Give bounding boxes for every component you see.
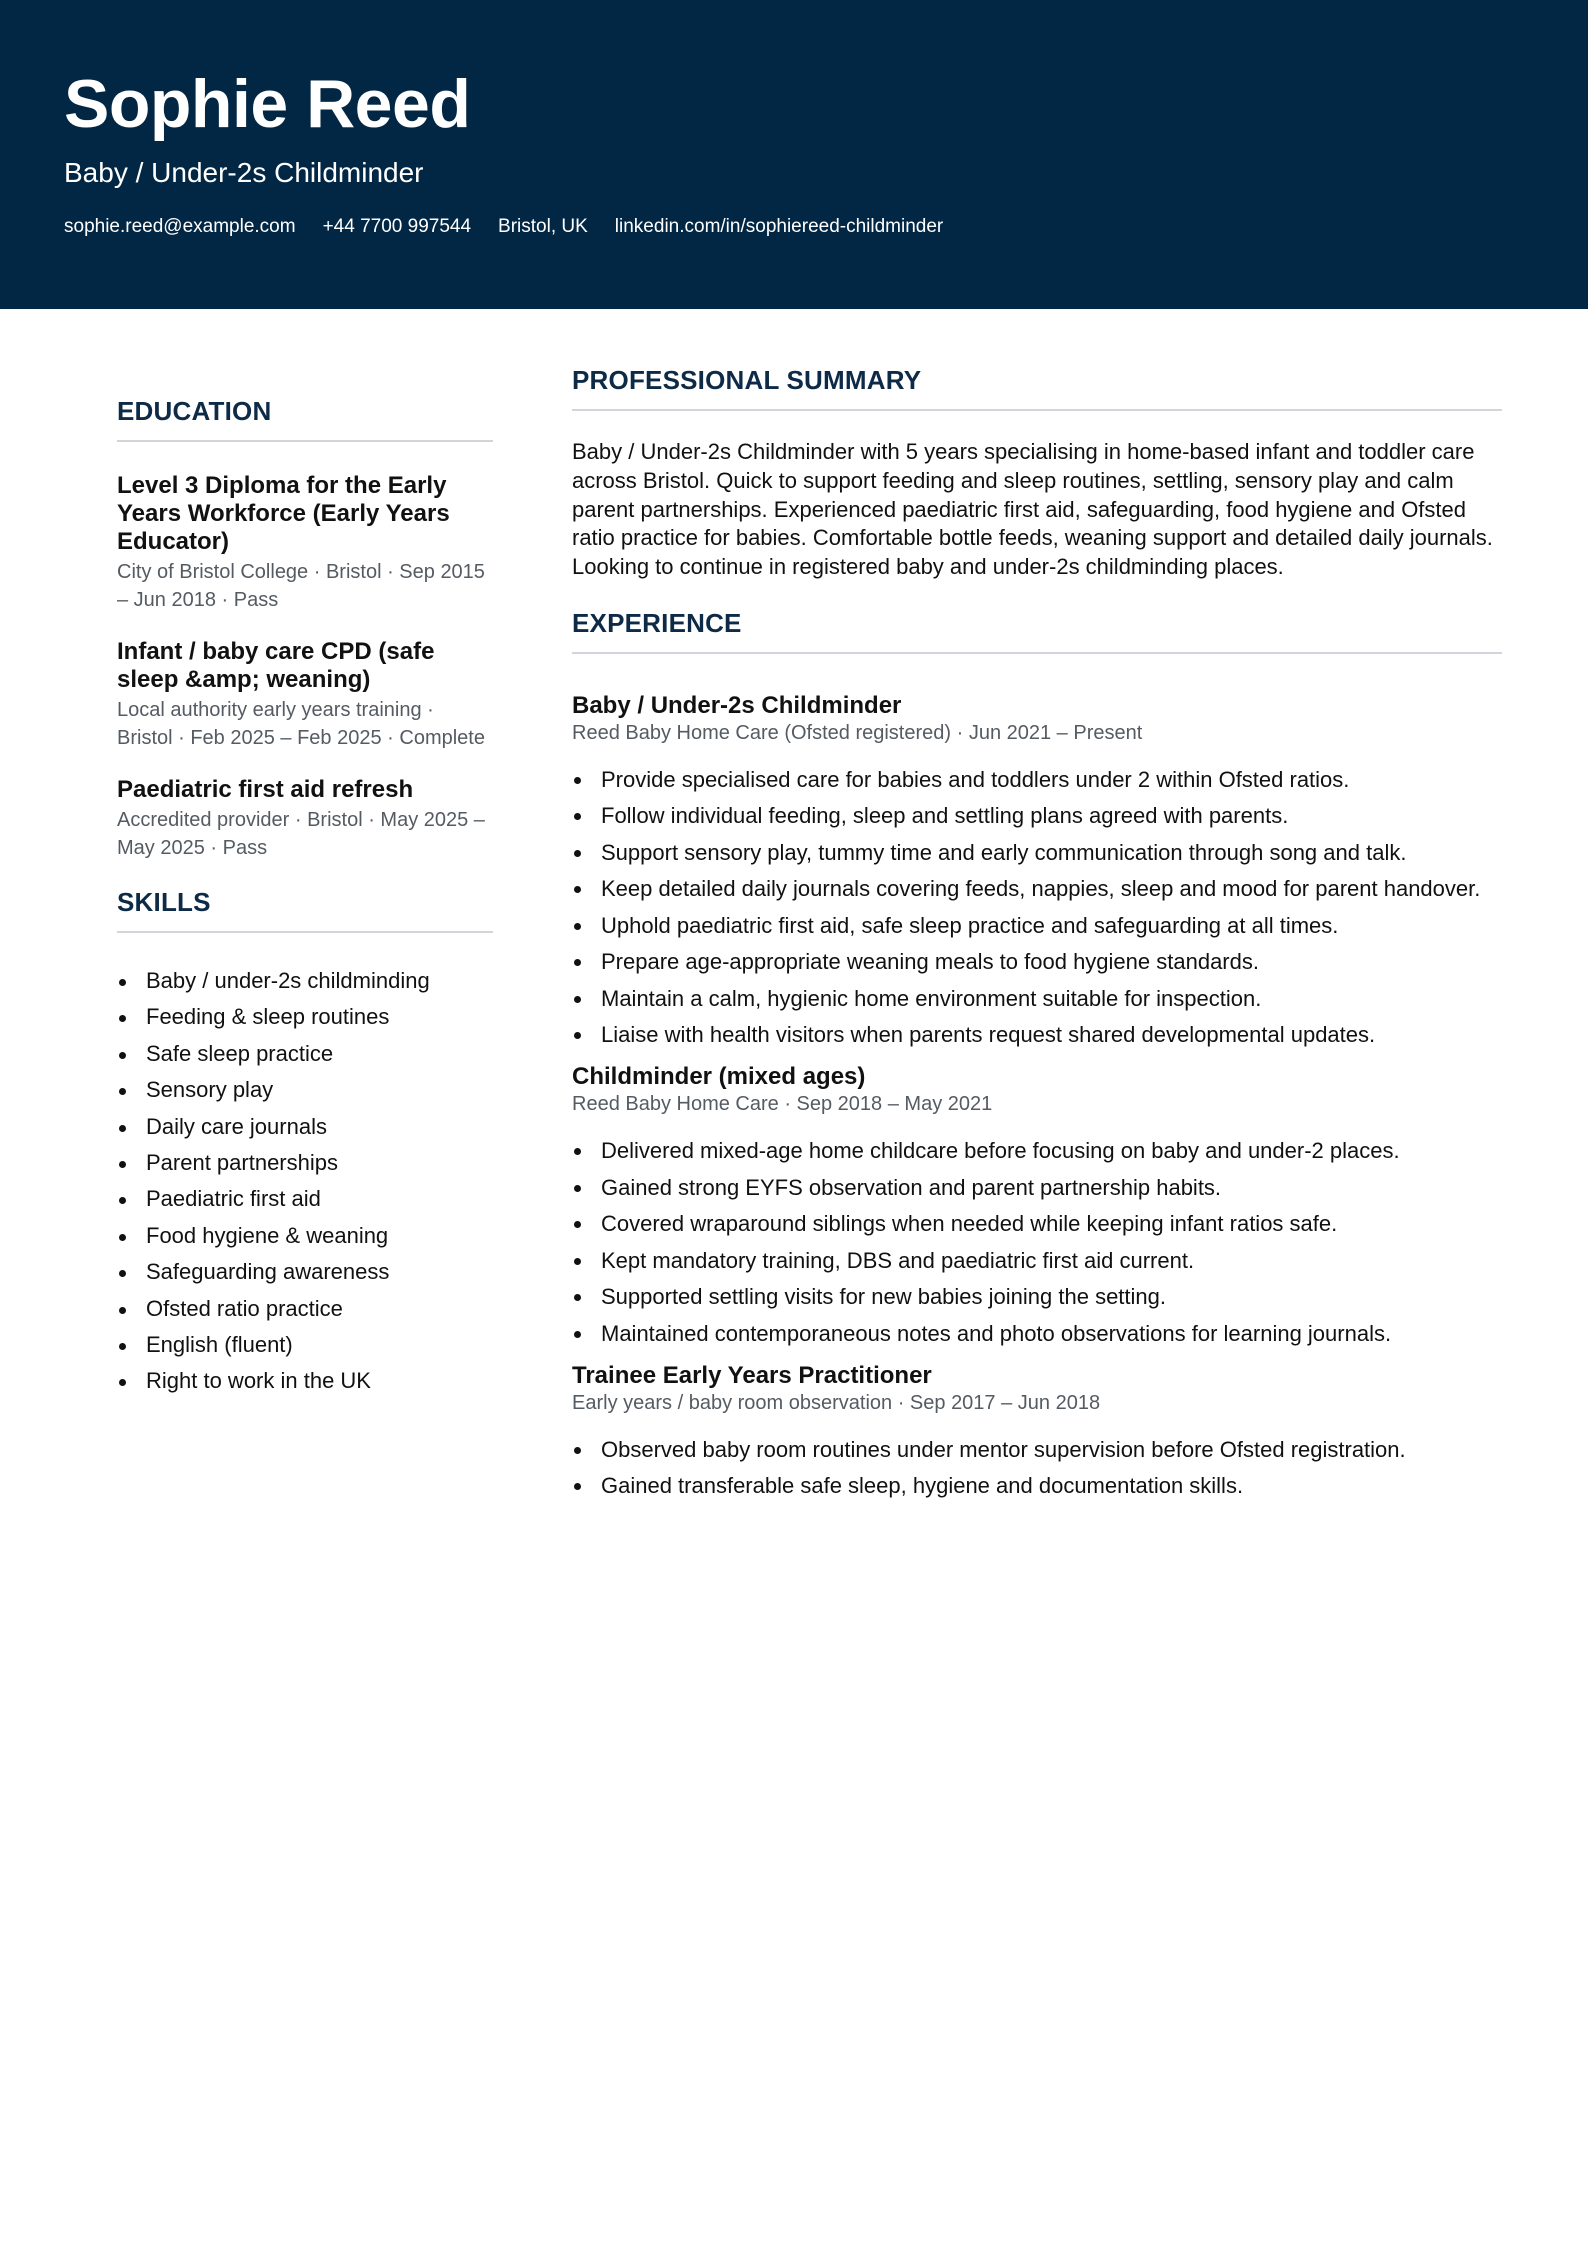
skill-item: Safeguarding awareness [117,1254,493,1290]
job-bullets [572,1435,1502,1501]
contact-email[interactable]: sophie.reed@example.com [64,216,296,237]
education-heading: EDUCATION [117,396,272,426]
education-list [117,472,493,862]
job-bullet: Follow individual feeding, sleep and settling plans agreed with parents. [572,801,1502,830]
summary-section [572,364,1502,582]
skill-item: English (fluent) [117,1327,493,1363]
job-bullet: Observed baby room routines under mentor supervision before Ofsted registration. [572,1435,1502,1464]
skill-item: Ofsted ratio practice [117,1291,493,1327]
job-bullet: Delivered mixed-age home childcare before focusing on baby and under-2 places. [572,1136,1502,1165]
resume-header [0,0,1588,309]
job-bullets [572,765,1502,1050]
candidate-name: Sophie Reed [64,66,471,142]
skill-item: Safe sleep practice [117,1036,493,1072]
skill-item: Parent partnerships [117,1145,493,1181]
candidate-title: Baby / Under-2s Childminder [64,157,424,188]
job-entry [572,1063,1502,1348]
section-divider [572,652,1502,654]
contact-line [64,215,943,239]
job-entry [572,692,1502,1050]
experience-heading: EXPERIENCE [572,607,742,638]
job-meta: Early years / baby room observation · Sep 2017 – Jun 2018 [572,1391,1101,1414]
education-meta: Local authority early years training · Bristol · Feb 2025 – Feb 2025 · Complete [117,699,485,749]
education-section [117,395,493,862]
skill-item: Paediatric first aid [117,1181,493,1217]
education-degree: Level 3 Diploma for the Early Years Workforce (Early Years Educator) [117,472,450,555]
job-meta: Reed Baby Home Care (Ofsted registered) · Jun 2021 – Present [572,721,1143,744]
job-bullet: Supported settling visits for new babies joining the setting. [572,1282,1502,1311]
job-bullet: Liaise with health visitors when parents request shared developmental updates. [572,1020,1502,1049]
section-divider [117,931,493,933]
right-column [572,364,1502,1508]
skills-list [117,963,493,1400]
job-bullet: Provide specialised care for babies and toddlers under 2 within Ofsted ratios. [572,765,1502,794]
job-entry [572,1362,1502,1501]
contact-location: Bristol, UK [498,216,588,237]
skill-item: Feeding & sleep routines [117,999,493,1035]
experience-section [572,607,1502,1501]
skill-item: Right to work in the UK [117,1363,493,1399]
skill-item: Baby / under-2s childminding [117,963,493,999]
skill-item: Sensory play [117,1072,493,1108]
summary-heading: PROFESSIONAL SUMMARY [572,365,922,395]
job-bullet: Uphold paediatric first aid, safe sleep practice and safeguarding at all times. [572,911,1502,940]
contact-phone[interactable]: +44 7700 997544 [322,216,472,237]
job-bullet: Gained transferable safe sleep, hygiene and documentation skills. [572,1471,1502,1500]
job-bullet: Maintain a calm, hygienic home environment suitable for inspection. [572,984,1502,1013]
skill-item: Daily care journals [117,1109,493,1145]
job-bullet: Maintained contemporaneous notes and photo observations for learning journals. [572,1319,1502,1348]
skills-heading: SKILLS [117,887,211,917]
left-column [117,395,493,1400]
job-title: Trainee Early Years Practitioner [572,1361,932,1389]
job-title: Baby / Under-2s Childminder [572,691,902,719]
skills-section [117,886,493,1400]
education-meta: City of Bristol College · Bristol · Sep 2015 – Jun 2018 · Pass [117,561,485,611]
skill-item: Food hygiene & weaning [117,1218,493,1254]
education-item [117,472,493,614]
contact-linkedin[interactable]: linkedin.com/in/sophiereed-childminder [614,216,944,237]
job-bullets [572,1136,1502,1348]
job-bullet: Gained strong EYFS observation and parent partnership habits. [572,1173,1502,1202]
section-divider [572,409,1502,411]
section-divider [117,440,493,442]
job-meta: Reed Baby Home Care · Sep 2018 – May 2021 [572,1093,993,1116]
job-bullet: Kept mandatory training, DBS and paediatric first aid current. [572,1246,1502,1275]
education-degree: Infant / baby care CPD (safe sleep &amp; weaning) [117,638,435,693]
job-title: Childminder (mixed ages) [572,1063,866,1091]
education-degree: Paediatric first aid refresh [117,776,414,803]
job-bullet: Support sensory play, tummy time and early communication through song and talk. [572,838,1502,867]
education-item [117,776,493,862]
summary-text: Baby / Under-2s Childminder with 5 years specialising in home-based infant and toddler care across Bristol. Quick to support feeding and sleep routines, settling, sensory play and calm parent partnerships. Experienced paediatric first aid, safeguarding, food hygiene and Ofsted ratio practice for babies. Comfortable bottle feeds, weaning support and detailed daily journals. Looking to continue in registered baby and under-2s childminding places. [572,439,1493,580]
job-bullet: Prepare age-appropriate weaning meals to food hygiene standards. [572,947,1502,976]
education-item [117,638,493,752]
job-bullet: Covered wraparound siblings when needed while keeping infant ratios safe. [572,1209,1502,1238]
education-meta: Accredited provider · Bristol · May 2025 – May 2025 · Pass [117,809,485,859]
job-bullet: Keep detailed daily journals covering feeds, nappies, sleep and mood for parent handover. [572,874,1502,903]
